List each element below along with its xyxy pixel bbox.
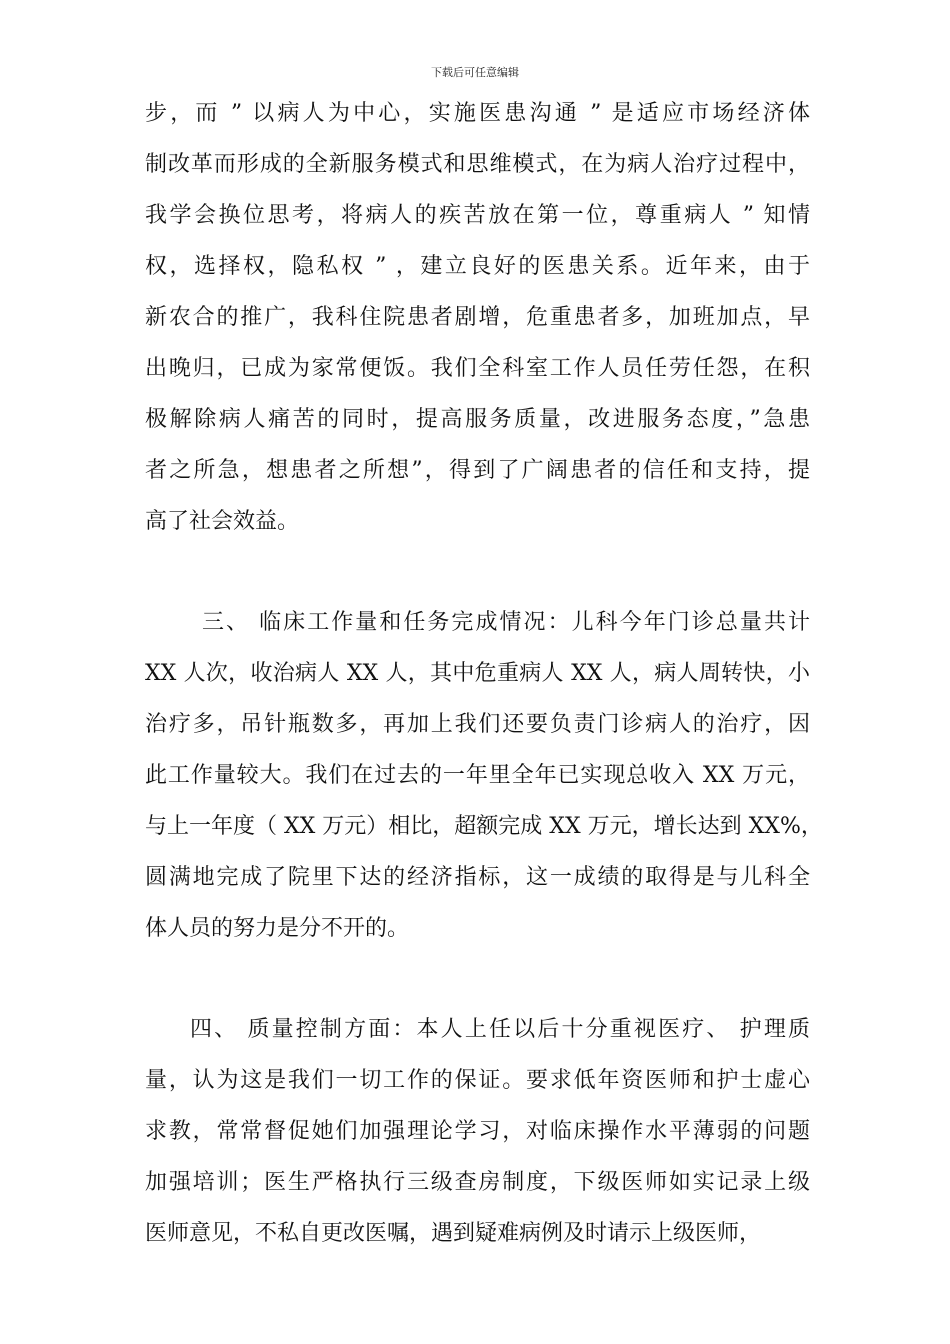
text-line: XX 人次，收治病人 XX 人，其中危重病人 XX 人，病人周转快，小 (145, 661, 810, 686)
page-header: 下载后可任意编辑 (431, 66, 519, 79)
text-line: 四、 质量控制方面：本人上任以后十分重视医疗、 护理质 (190, 1017, 810, 1042)
document-body (145, 88, 823, 1259)
paragraph-spacer (145, 954, 810, 1004)
text-line: 三、 临床工作量和任务完成情况：儿科今年门诊总量共计 (202, 610, 810, 635)
text-line: 此工作量较大。我们在过去的一年里全年已实现总收入 XX 万元， (145, 763, 810, 788)
paragraph-quality-control (145, 1004, 810, 1259)
text-line: 新农合的推广，我科住院患者剧增，危重患者多，加班加点，早 (145, 305, 810, 330)
text-line: 量，认为这是我们一切工作的保证。要求低年资医师和护士虚心 (145, 1068, 810, 1093)
text-line: 求教，常常督促她们加强理论学习，对临床操作水平薄弱的问题 (145, 1119, 810, 1144)
text-line: 与上一年度（ XX 万元）相比，超额完成 XX 万元，增长达到 XX%， (145, 814, 823, 839)
text-line: 权，选择权，隐私权 ” ，建立良好的医患关系。近年来，由于 (145, 254, 810, 279)
text-line: 高了社会效益。 (145, 509, 300, 534)
text-line: 步，而 ” 以病人为中心，实施医患沟通 ” 是适应市场经济体 (145, 101, 810, 126)
text-line: 制改革而形成的全新服务模式和思维模式，在为病人治疗过程中， (145, 152, 810, 177)
text-line: 出晚归，已成为家常便饭。我们全科室工作人员任劳任怨，在积 (145, 356, 810, 381)
text-line: 者之所急，想患者之所想”，得到了广阔患者的信任和支持，提 (145, 458, 810, 483)
text-line: 加强培训；医生严格执行三级查房制度，下级医师如实记录上级 (145, 1170, 810, 1195)
text-line: 体人员的努力是分不开的。 (145, 916, 410, 941)
text-line: 圆满地完成了院里下达的经济指标，这一成绩的取得是与儿科全 (145, 865, 810, 890)
text-line: 我学会换位思考，将病人的疾苦放在第一位，尊重病人 ” 知情 (145, 203, 810, 228)
paragraph-spacer (145, 547, 810, 597)
text-line: 治疗多，吊针瓶数多，再加上我们还要负责门诊病人的治疗，因 (145, 712, 810, 737)
text-line: 极解除病人痛苦的同时，提高服务质量，改进服务态度，”急患 (145, 407, 810, 432)
paragraph-clinical-workload (145, 597, 823, 954)
paragraph-patient-centered (145, 88, 810, 547)
text-line: 医师意见，不私自更改医嘱，遇到疑难病例及时请示上级医师， (145, 1221, 762, 1246)
